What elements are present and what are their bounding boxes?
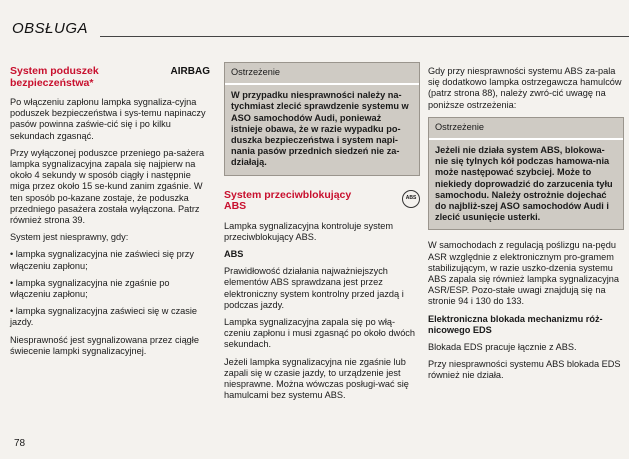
airbag-paragraph-2: Przy wyłączonej poduszce przeniego pa-sażera lampka sygnalizacyjna zapala się najpierw na około 4 sekundy w sposób ciągły i następnie miga przez około 15 se-kund zanim zgaśnie. W ten sposób po-kazane zostaje, że poduszka przedniego pasażera została wyłączona. Patrz również strona 39. — [10, 147, 205, 226]
brake-paragraph-1: Gdy przy niesprawności systemu ABS za-pala się dodatkowo lampka ostrzegawcza hamulców (patrz strona 88), należy zwró-cić uwagę na poniższe ostrzeżenia: — [428, 66, 622, 110]
abs-heading-row — [224, 190, 420, 221]
abs-paragraph-4: Jeżeli lampka sygnalizacyjna nie zgaśnie lub zapali się w czasie jazdy, to urządzenie jest niesprawne. Można wówczas posługi-wać się hamulcami bez systemu ABS. — [224, 356, 409, 401]
warning-title: Ostrzeżenie — [429, 118, 623, 140]
column-middle — [224, 62, 420, 407]
airbag-label: AIRBAG — [170, 66, 210, 77]
section-title: OBSŁUGA — [12, 20, 89, 37]
warning-box-abs — [428, 117, 624, 231]
abs-warning-light-icon: ABS — [402, 190, 420, 208]
abs-paragraph-2: Prawidłowość działania najważniejszych elementów ABS sprawdzana jest przez elektroniczny system kontrolny przed jazdą i podczas jazdy. — [224, 266, 404, 310]
abs-paragraph-3: Lampka sygnalizacyjna zapala się po włą-czeniu zapłonu i musi zgasnąć po około dwóch sekundach. — [224, 317, 416, 350]
airbag-bullet-2: • lampka sygnalizacyjna nie zgaśnie po włączeniu zapłonu; — [10, 277, 170, 300]
airbag-bullet-3: • lampka sygnalizacyjna zaświeci się w czasie jazdy. — [10, 306, 198, 328]
warning-title: Ostrzeżenie — [225, 63, 419, 85]
asr-paragraph: W samochodach z regulacją poślizgu na-pędu ASR względnie z elektronicznym pro-gramem stabilizującym, w razie uszko-dzenia systemu ABS zapala się również lampka sygnalizacyjna ASR/ESP. Pozo-stałe uwagi znajdują się na stronie 94 i 130 do 133. — [428, 240, 619, 307]
header-rule — [100, 36, 629, 37]
abs-paragraph-1: Lampka sygnalizacyjna kontroluje system przeciwblokujący ABS. — [224, 220, 394, 242]
abs-subheading: ABS — [224, 249, 244, 260]
eds-paragraph-1: Blokada EDS pracuje łącznie z ABS. — [428, 342, 577, 353]
airbag-heading-row — [10, 66, 210, 97]
airbag-bullet-1: • lampka sygnalizacyjna nie zaświeci się przy włączeniu zapłonu; — [10, 249, 194, 271]
abs-section-title: System przeciwblokujący ABS — [224, 188, 352, 213]
column-right — [428, 66, 624, 388]
page-header — [0, 0, 629, 50]
warning-box-airbag — [224, 62, 420, 176]
column-left — [10, 66, 210, 363]
page-number: 78 — [14, 438, 26, 449]
warning-body: W przypadku niesprawności należy na-tychmiast zlecić sprawdzenie systemu w ASO samochodów Audi, ponieważ istnieje obawa, że w razie wypadku po-duszka bezpieczeństwa i system napi-nania pasów przednich siedzeń nie za-działają. — [231, 90, 409, 168]
eds-paragraph-2: Przy niesprawności systemu ABS blokada EDS również nie działa. — [428, 359, 621, 381]
airbag-paragraph-3: System jest niesprawny, gdy: — [10, 232, 129, 243]
airbag-paragraph-4: Niesprawność jest sygnalizowana przez ciągłe świecenie lampki sygnalizacyjnej. — [10, 334, 199, 356]
eds-subheading: Elektroniczna blokada mechanizmu róż-nicowego EDS — [428, 313, 603, 335]
warning-body: Jeżeli nie działa system ABS, blokowa-nie się tylnych kół podczas hamowa-nia może następować szybciej. Może to niekiedy doprowadzić do zarzucenia tyłu samochodu. Należy ostrożnie dojechać do najbliż-szej ASO samochodów Audi i zlecić usunięcie usterki. — [435, 145, 613, 223]
airbag-section-title: System poduszek bezpieczeństwa* — [10, 65, 99, 89]
airbag-paragraph-1: Po włączeniu zapłonu lampka sygnaliza-cyjna poduszek bezpieczeństwa i sys-temu napinaczy pasów powinna zaświe-cić się i po kilku sekundach zgasnąć. — [10, 97, 206, 141]
